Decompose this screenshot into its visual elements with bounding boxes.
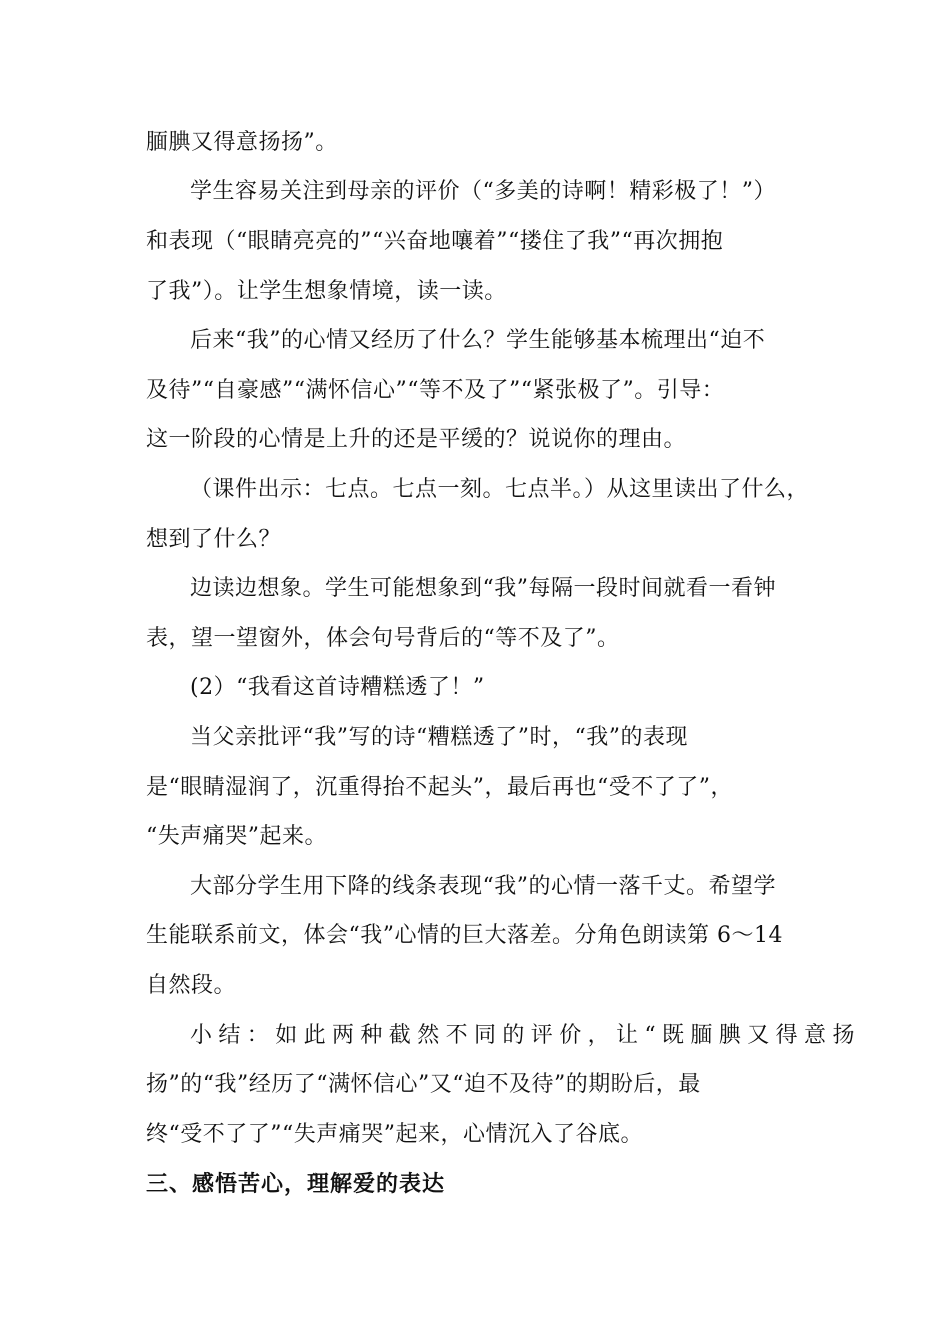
text-line-21: 终“受不了了”“失声痛哭”起来，心情沉入了谷底。	[146, 1122, 643, 1147]
text-line-19: 小结：如此两种截然不同的评价，让“既腼腆又得意扬	[190, 1023, 861, 1048]
text-line-4: 了我”）。让学生想象情境，读一读。	[146, 279, 507, 304]
section-heading: 三、感悟苦心，理解爱的表达	[146, 1172, 446, 1197]
text-line-9: 想到了什么？	[146, 527, 282, 552]
text-line-3: 和表现（“眼睛亮亮的”“兴奋地嚷着”“搂住了我”“再次拥抱	[146, 229, 724, 254]
text-line-10: 边读边想象。学生可能想象到“我”每隔一段时间就看一看钟	[190, 576, 776, 601]
text-line-18: 自然段。	[146, 973, 237, 998]
text-line-20: 扬”的“我”经历了“满怀信心”又“迫不及待”的期盼后，最	[146, 1072, 701, 1097]
text-line-5: 后来“我”的心情又经历了什么？学生能够基本梳理出“迫不	[190, 328, 766, 353]
text-line-13: 当父亲批评“我”写的诗“糟糕透了”时，“我”的表现	[190, 725, 688, 750]
text-line-8: （课件出示：七点。七点一刻。七点半。）从这里读出了什么，	[190, 477, 810, 502]
text-line-1: 腼腆又得意扬扬”。	[146, 130, 338, 155]
text-line-6: 及待”“自豪感”“满怀信心”“等不及了”“紧张极了”。引导：	[146, 378, 725, 403]
text-line-11: 表，望一望窗外，体会句号背后的“等不及了”。	[146, 626, 620, 651]
text-line-7: 这一阶段的心情是上升的还是平缓的？说说你的理由。	[146, 427, 687, 452]
text-line-14: 是“眼睛湿润了，沉重得抬不起头”，最后再也“受不了了”，	[146, 775, 733, 800]
text-line-15: “失声痛哭”起来。	[146, 824, 327, 849]
subheading-line: (2）“我看这首诗糟糕透了！”	[190, 675, 485, 700]
text-line-2: 学生容易关注到母亲的评价（“多美的诗啊！精彩极了！”）	[190, 179, 776, 204]
text-line-17: 生能联系前文，体会“我”心情的巨大落差。分角色朗读第 6～14	[146, 923, 783, 948]
text-line-16: 大部分学生用下降的线条表现“我”的心情一落千丈。希望学	[190, 874, 776, 899]
